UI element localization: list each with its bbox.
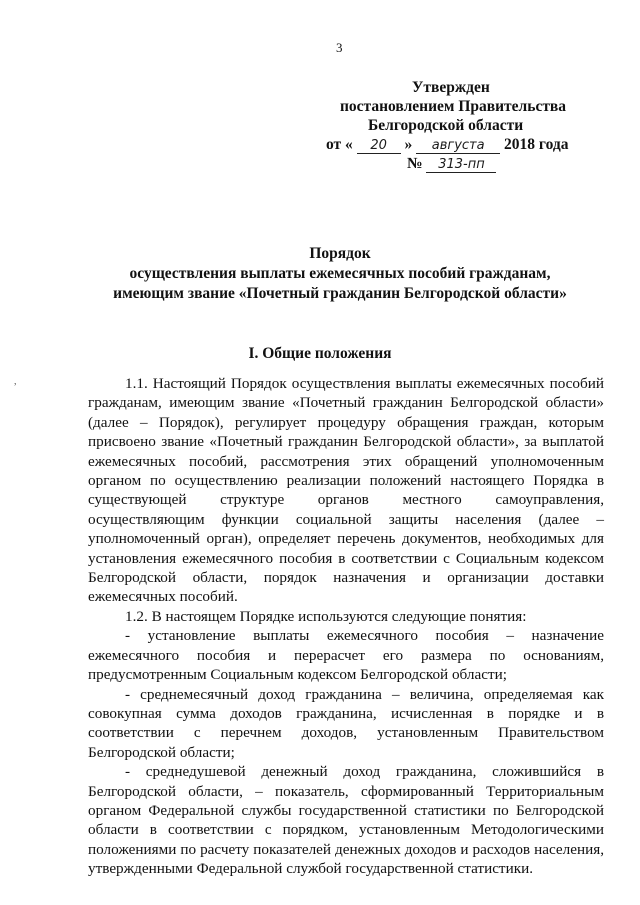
approval-line-approved: Утвержден (412, 79, 490, 96)
document-title (60, 244, 620, 304)
page-number: 3 (336, 40, 343, 55)
title-line-3: имеющим звание «Почетный гражданин Белгородской области» (113, 285, 567, 302)
paragraph-1-2: 1.2. В настоящем Порядке используются следующие понятия: (125, 607, 527, 625)
date-mid: » (404, 136, 413, 153)
title-line-1: Порядок (309, 245, 371, 262)
section-heading: I. Общие положения (248, 345, 392, 362)
paragraph-1-1: 1.1. Настоящий Порядок осуществления выплаты ежемесячных пособий гражданам, имеющим звание «Почетный гражданин Белгородской области» (далее – Порядок), регулирует процедуру обращения граждан, которым присвоено звание «Почетный гражданин Белгородской области», за выплатой ежемесячных пособий, рассмотрения этих обращений уполномоченным органом по осуществлению реализации положений настоящего Порядка в существующей структуре органов местного самоуправления, осуществляющим функции социальной защиты населения (далее – уполномоченный орган), определяет перечень документов, необходимых для установления ежемесячного пособия в соответствии с Социальным кодексом Белгородской области, порядок назначения и организации доставки ежемесячных пособий. (88, 375, 604, 606)
date-month-handwritten: августа (416, 138, 500, 154)
approval-stamp (322, 78, 622, 173)
definition-item: - установление выплаты ежемесячного пособия – назначение ежемесячного пособия и перерасчет его размера по основаниям, предусмотренным Социальным кодексом Белгородской области; (88, 627, 604, 684)
approval-line-region: Белгородской области (368, 117, 524, 134)
approval-date-line (322, 135, 622, 154)
number-handwritten: 313-пп (426, 157, 496, 173)
date-year: 2018 года (504, 136, 569, 153)
approval-line-resolution: постановлением Правительства (340, 98, 567, 115)
date-day-handwritten: 20 (357, 138, 401, 154)
number-prefix: № (407, 155, 423, 172)
scan-artifact: , (14, 376, 17, 387)
approval-number-line (322, 154, 622, 173)
body-text (88, 374, 604, 879)
definition-item: - среднемесячный доход гражданина – величина, определяемая как совокупная сумма доходов гражданина, исчисленная в порядке и в соответствии с перечнем доходов, установленным Правительством Белгородской области; (88, 685, 604, 761)
definition-item: - среднедушевой денежный доход гражданина, сложившийся в Белгородской области, – показатель, сформированный Территориальным органом Федеральной службы государственной статистики по Белгородской области в соответствии с порядком, установленным Методологическими положениями по расчету показателей денежных доходов и расходов населения, утвержденными Федеральной службой государственной статистики. (88, 763, 604, 878)
date-prefix: от « (326, 136, 353, 153)
title-line-2: осуществления выплаты ежемесячных пособий гражданам, (129, 265, 551, 282)
